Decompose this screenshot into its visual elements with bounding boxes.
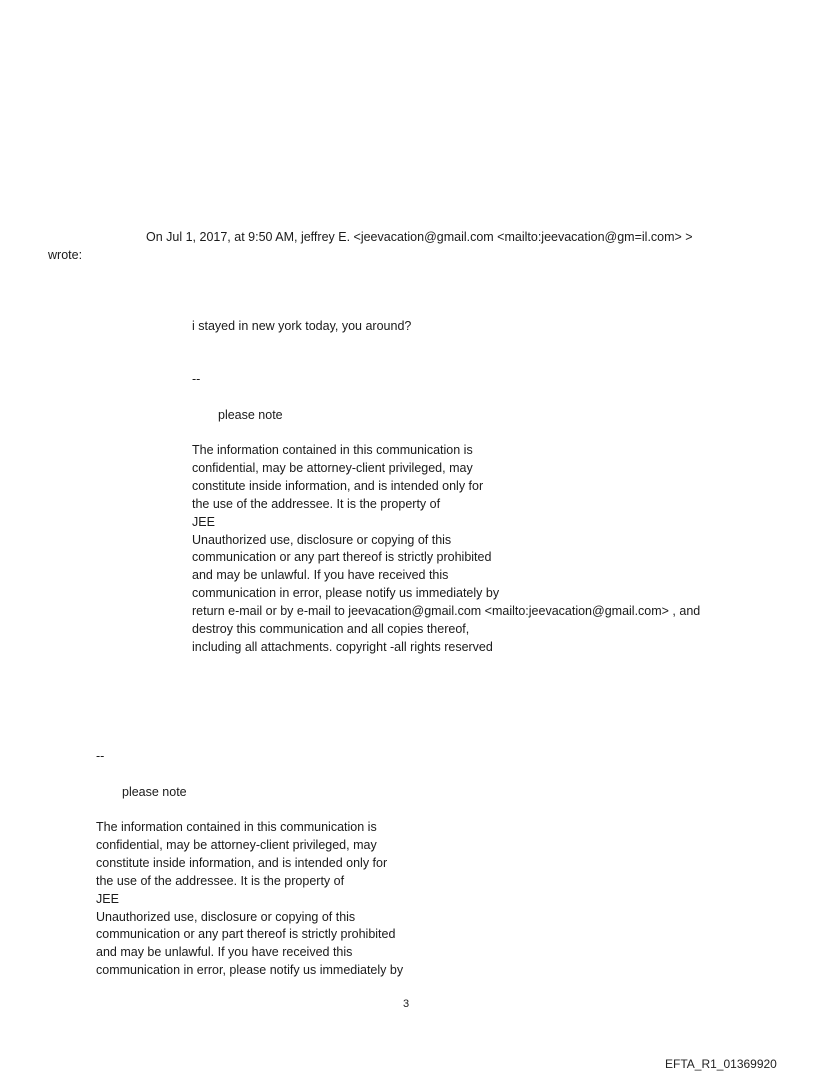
disclaimer-line: JEE [192,514,215,529]
disclaimer-line: JEE [96,891,119,906]
disclaimer-line: and may be unlawful. If you have received this [96,945,353,960]
disclaimer-line: communication in error, please notify us immediately by [96,963,404,978]
quoted-message-text: i stayed in new york today, you around? [192,319,412,333]
disclaimer-line: confidential, may be attorney-client privileged, may [192,460,473,475]
disclaimer-line: destroy this communication and all copies thereof, [192,622,470,637]
disclaimer-line: including all attachments. copyright -all rights reserved [192,639,493,654]
disclaimer-line: The information contained in this communication is [192,443,473,457]
outer-separator: -- [96,749,105,763]
quoted-disclaimer [192,442,700,657]
disclaimer-line: the use of the addressee. It is the property of [96,873,345,888]
disclaimer-line: communication in error, please notify us immediately by [192,586,500,601]
page-number: 3 [403,998,410,1010]
disclaimer-line-email: return e-mail or by e-mail to jeevacation@gmail.com <mailto:jeevacation@gmail.com> , and [192,604,701,619]
disclaimer-line: constitute inside information, and is intended only for [192,478,484,493]
disclaimer-line: communication or any part thereof is strictly prohibited [96,927,396,942]
quoted-separator: -- [192,372,201,386]
document-id: EFTA_R1_01369920 [665,1057,777,1071]
quoted-note-title: please note [218,408,283,422]
disclaimer-line: Unauthorized use, disclosure or copying of this [192,532,452,547]
disclaimer-line: communication or any part thereof is strictly prohibited [192,550,492,565]
disclaimer-line: and may be unlawful. If you have received this [192,568,449,583]
outer-note-title: please note [122,785,187,799]
disclaimer-line: confidential, may be attorney-client privileged, may [96,837,377,852]
outer-disclaimer [96,819,403,980]
disclaimer-line: The information contained in this communication is [96,820,377,834]
disclaimer-line: constitute inside information, and is intended only for [96,855,388,870]
disclaimer-line: Unauthorized use, disclosure or copying of this [96,909,356,924]
email-header-continuation: wrote: [48,248,83,262]
email-header-line: On Jul 1, 2017, at 9:50 AM, jeffrey E. <jeevacation@gmail.com <mailto:jeevacation@gm=il.com> > [146,230,693,244]
disclaimer-line: the use of the addressee. It is the property of [192,496,441,511]
